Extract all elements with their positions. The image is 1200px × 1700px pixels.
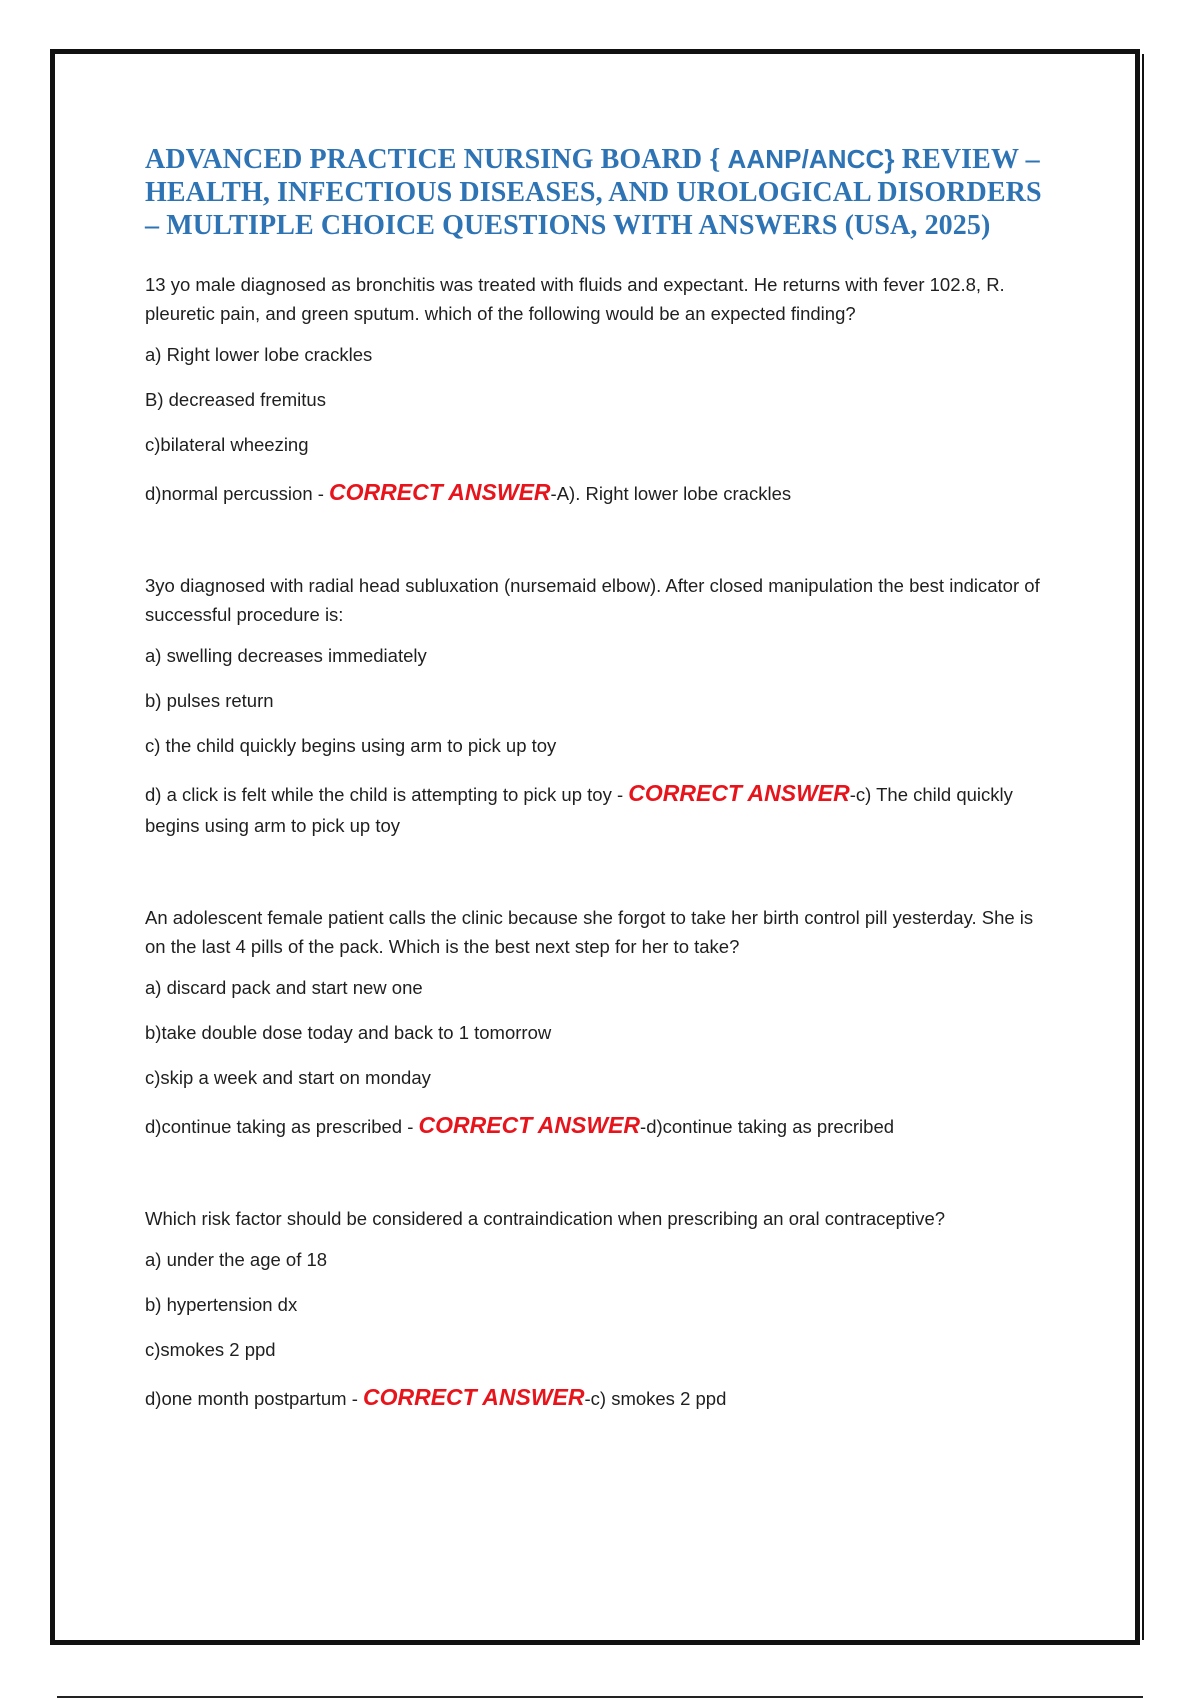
option-c: c)bilateral wheezing <box>145 434 309 455</box>
answer-text: -c) smokes 2 ppd <box>584 1388 727 1409</box>
answer-text: -c) The child quickly begins using arm to pick up toy <box>145 784 1013 836</box>
document-title <box>145 143 1045 242</box>
option-a: a) swelling decreases immediately <box>145 645 427 666</box>
answer-text: -A). Right lower lobe crackles <box>550 483 792 504</box>
question-block-1 <box>145 270 1045 509</box>
option-d-with-answer <box>145 1382 1045 1414</box>
option-c: c)smokes 2 ppd <box>145 1339 276 1360</box>
option-d-with-answer <box>145 778 1045 841</box>
title-part-3: REVIEW –HEALTH, INFECTIOUS DISEASES, AND UROLOGICAL DISORDERS – MULTIPLE CHOICE QUESTIONS WITH ANSWERS (USA, 2025) <box>145 144 1042 241</box>
option-c: c)skip a week and start on monday <box>145 1067 431 1088</box>
question-block-2 <box>145 571 1045 841</box>
option-d: d)continue taking as prescribed - <box>145 1116 419 1137</box>
question-block-4 <box>145 1204 1045 1414</box>
question-text: An adolescent female patient calls the clinic because she forgot to take her birth control pill yesterday. She is on the last 4 pills of the pack. Which is the best next step for her to take? <box>145 907 1034 957</box>
option-a: a) under the age of 18 <box>145 1249 328 1270</box>
option-d: d)one month postpartum - <box>145 1388 363 1409</box>
title-part-1: ADVANCED PRACTICE NURSING BOARD { <box>145 144 728 175</box>
bottom-divider <box>57 1696 1143 1698</box>
option-d-with-answer <box>145 477 1045 509</box>
document-content <box>145 143 1045 1414</box>
question-text: 13 yo male diagnosed as bronchitis was treated with fluids and expectant. He returns with fever 102.8, R. pleuretic pain, and green sputum. which of the following would be an expected finding? <box>145 274 1005 324</box>
question-text: 3yo diagnosed with radial head subluxation (nursemaid elbow). After closed manipulation the best indicator of successful procedure is: <box>145 575 1040 625</box>
correct-answer-label: CORRECT ANSWER <box>363 1384 585 1410</box>
correct-answer-label: CORRECT ANSWER <box>418 1112 641 1138</box>
correct-answer-label: CORRECT ANSWER <box>628 780 850 806</box>
question-block-3 <box>145 903 1045 1142</box>
answer-text: -d)continue taking as precribed <box>640 1116 895 1137</box>
option-d: d) a click is felt while the child is attempting to pick up toy - <box>145 784 629 805</box>
title-part-2: AANP/ANCC} <box>727 144 895 174</box>
option-a: a) Right lower lobe crackles <box>145 344 373 365</box>
option-d: d)normal percussion - <box>145 483 330 504</box>
option-b: b) hypertension dx <box>145 1294 298 1315</box>
question-text: Which risk factor should be considered a contraindication when prescribing an oral contraceptive? <box>145 1208 946 1229</box>
option-a: a) discard pack and start new one <box>145 977 423 998</box>
correct-answer-label: CORRECT ANSWER <box>329 479 551 505</box>
option-b: b) pulses return <box>145 690 274 711</box>
option-d-with-answer <box>145 1110 1045 1142</box>
option-c: c) the child quickly begins using arm to pick up toy <box>145 735 557 756</box>
option-b: B) decreased fremitus <box>145 389 326 410</box>
option-b: b)take double dose today and back to 1 tomorrow <box>145 1022 552 1043</box>
